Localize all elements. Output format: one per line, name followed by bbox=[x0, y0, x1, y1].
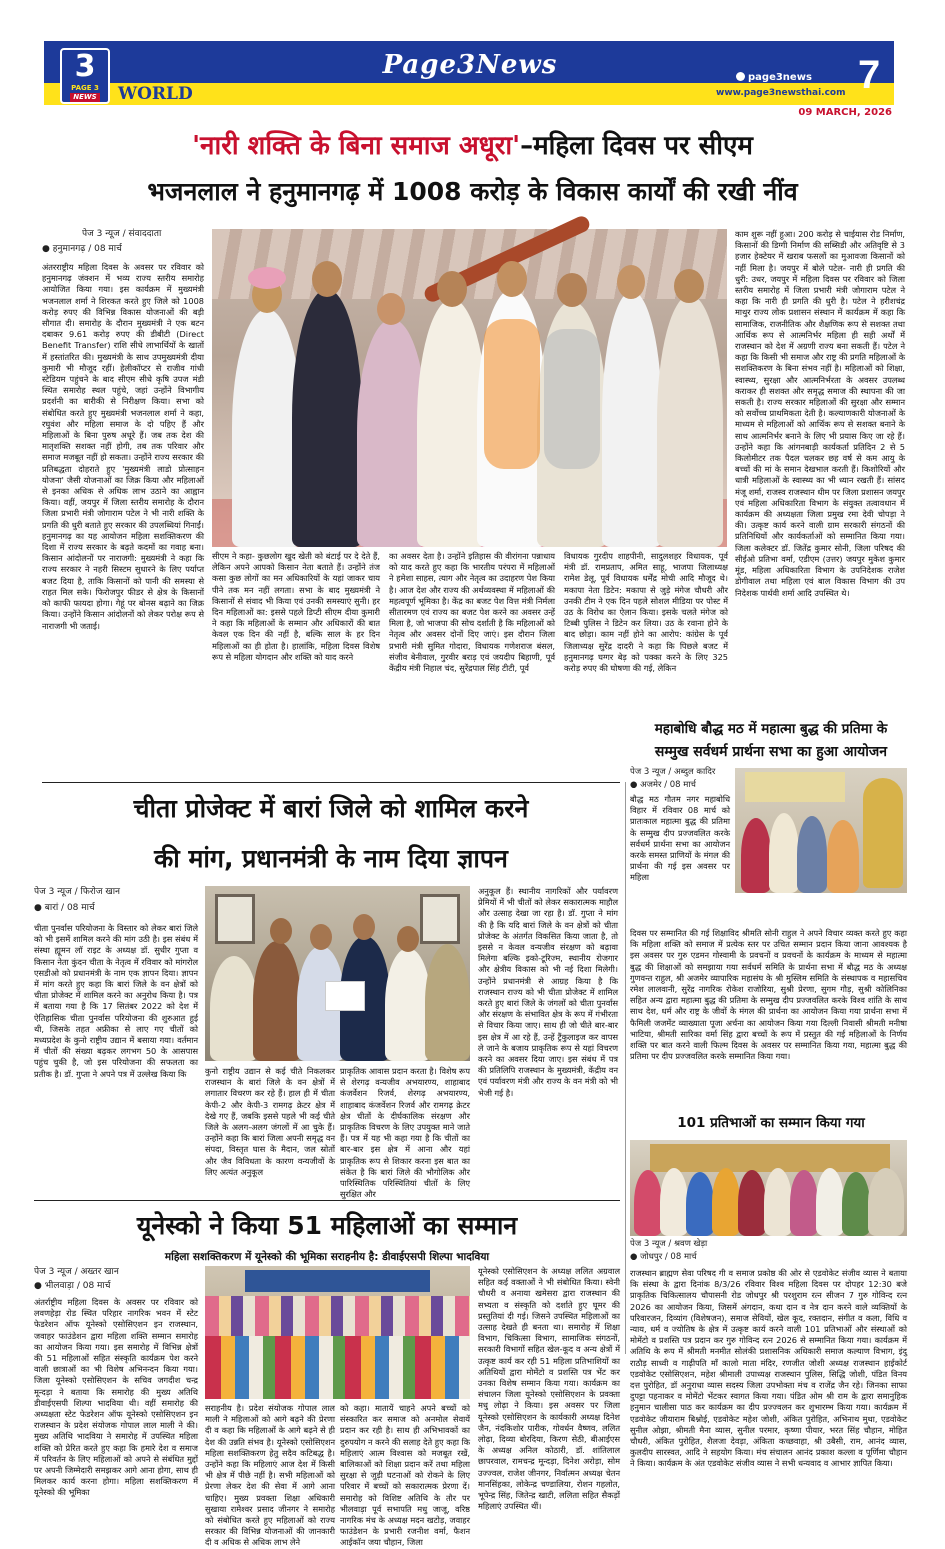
divider bbox=[42, 782, 620, 783]
story1-photo bbox=[212, 229, 727, 547]
story1-dateline-text: हनुमानगढ़ / 08 मार्च bbox=[52, 244, 122, 254]
story5-headline: 101 प्रतिभाओं का सम्मान किया गया bbox=[677, 1115, 865, 1131]
story5-dateline-text: जोधपुर / 08 मार्च bbox=[640, 1252, 697, 1262]
story3-wide: दिवस पर सम्मानित की गई शिक्षाविद श्रीमति सोनी राहुल ने अपने विचार व्यक्त करते हुए कहा कि महिला शक्ति को समाज में प्रत्येक स्तर पर उचित सम्मान प्रदान किया जाना आवश्यक है इस अवसर पर गुरु एडमन गोस्वामी के प्रवचनों व प्रवचनों के कार्यक्रम के माध्यम से महात्मा बुद्ध की शिक्षाओं को समझाया गया सर्वधर्म समिति के प्रार्थना सभा में बौद्ध मठ के अध्यक्ष गुणवन्त राहुल, श्री अजमेर व्यापारिक महासंघ के श्री मुस्लिम समिति के संस्थापक व महासचिव रमेश लालवानी, सुरेंद्र नागरिक रोकेश राजोरिया, सुश्री प्रेरणा, सुगम गौड़, सुश्री कोलिनिका सहित अन्य द्वारा महात्मा बुद्ध की प्रतिमा के सम्मुख दीप प्रज्जवलित करके विश्व शांति के साथ साथ देश, धर्म और राष्ट्र के जीवों के मंगल की प्रार्थना का आयोजन किया गया प्रार्थना सभा में फैमिली जजमेंट व्याख्याता पूजा अर्चना का आयोजन किया गया दिल्ली निवासी श्रीमती मनीषा भाटिया, श्रीमती सारिका वर्मा सिंह द्वारा बच्चों के रूप में प्रस्तुत की गई महिलाओं के निर्णय शक्ति पर बात करने वाली फिल्म दिवस के अवसर पर सम्मानित किया गया, महात्मा बुद्ध की प्रतिमा पर दीप प्रज्जवलित करके सम्मानित किया गया। bbox=[630, 928, 907, 1062]
story3-dateline-text: अजमेर / 08 मार्च bbox=[640, 780, 696, 790]
story1-col4: विधायक गुरदीप शाहपीनी, सादुलशहर विधायक, पूर्व मंत्री डॉ. रामप्रताप, अमित साहू, भाजपा जिलाध्यक्ष रामेश डेलू, पूर्व विधायक धर्मेंद्र मोची आदि मौजूद थे। मकापा नेता डिटेन: मकापा से जुड़े मंगेज चौधरी और उनकी टीम ने एक दिन पहले सोशल मीडिया पर पोस्ट में उठ के विरोध का ऐलान किया। इसके चलते मंगेज को टिब्बी पुलिस ने डिटेन कर लिया। उठ के रवाना होने के बाद छोड़ा। काम नहीं होने का आरोप: कांग्रेस के पूर्व जिलाध्यक्ष सुरेंद्र दादरी ने कहा कि पिछले बजट में हनुमानगढ़ घग्गर बेड़ को पक्का करने के लिए 325 करोड़ रुपए की घोषणा की गई, लेकिन bbox=[564, 551, 728, 674]
story4-col2: सराहनीय है। प्रदेश संयोजक गोपाल लाल माली ने महिलाओं को आगे बढ़ने की प्रेरणा दी व कहा कि महिलाओं के आगे बढ़ने से ही देश की उन्नति संभव है। यूनेस्को एसोसिएशन महिला सशक्तिकरण हेतु सदैव कटिबद्ध है। उन्होंने कहा कि महिलाएं आज देश में किसी भी क्षेत्र में पीछे नहीं है। सभी महिलाओं को प्रेरणा लेकर देश की सेवा में आगे आना चाहिए। मुख्य प्रवक्ता शिक्षा अधिकारी सुखाया रामेश्वर प्रसाद जीनगर ने समारोह को संबोधित करते हुए महिलाओं को राज्य सरकार की विभिन्न योजनाओं की जानकारी दी व अधिक से अधिक लाभ लेने bbox=[205, 1403, 335, 1548]
story5-photo bbox=[630, 1140, 907, 1236]
story4-dateline bbox=[34, 1280, 110, 1293]
logo-number: 3 bbox=[74, 49, 96, 84]
person bbox=[769, 813, 799, 893]
story2-col1: चीता पुनर्वास परियोजना के विस्तार को लेकर बारां जिले को भी इसमें शामिल करने की मांग उठी है। इस संबंध में संस्था ह्यूमन लॉ राइट के अध्यक्ष डॉ. सुधीर गुप्ता व किसान नेता कुंदन चीता के नेतृत्व में रविवार को मांगरोल एसडीओ को प्रधानमंत्री के नाम एक ज्ञापन दिया। ज्ञापन में मांग करते हुए कहा कि बारां जिले के वन क्षेत्रों को चीता प्रोजेक्ट में शामिल करने का अनुरोध किया है। पत्र में बताया गया है कि 17 सितंबर 2022 को देश में ऐतिहासिक चीता पुनर्वास परियोजना की शुरुआत हुई थी, जिसके तहत अफ्रीका से लाए गए चीतों को मध्यप्रदेश के कुनो राष्ट्रीय उद्यान में बसाया गया। वर्तमान में चीतों की संख्या बढ़कर लगभग 50 के आसपास पहुंच चुकी है, जो इस परियोजना की सफलता का प्रतीक है। डॉ. गुप्ता ने अपने पत्र में उल्लेख किया कि bbox=[34, 923, 198, 1079]
story4-col4: यूनेस्को एसोसिएशन के अध्यक्ष ललित अग्रवाल सहित कई वक्ताओं ने भी संबोधित किया। स्वेनी चौधरी व अनाया खमेसरा द्वारा राजस्थान की सभ्यता व संस्कृति को दर्शाते हुए घूमर की प्रस्तुतियां दी गई। जिसने उपस्थित महिलाओं का उत्साह देखते ही बनता था। समारोह में शिक्षा विभाग, चिकित्सा विभाग, सामाजिक संगठनों, सरकारी विभागों सहित खेल-कूद व अन्य क्षेत्रों में उत्कृष्ट कार्य कर रही 51 महिला प्रतिभाशियों का अतिथियों द्वारा मोमेंटो व प्रशस्ति पत्र भेंट कर उनका विशेष सम्मान किया गया। कार्यक्रम का संचालन जिला यूनेस्को एसोसिएशन के प्रवक्ता मधु लोढ़ा ने किया। इस अवसर पर जिला यूनेस्को एसोसिएशन के कार्यकारी अध्यक्ष दिनेश जैन, नंदकिशोर पारीक, गोवर्धन वैष्णव, ललित लोढ़ा, दिव्या बोरदिया, किरण सेठी, बीआईएस के अध्यक्ष अनिल कोठारी, डॉ. शांतिलाल छापरवाल, रामचन्द्र मून्दड़ा, दिनेश अरोड़ा, सोम उज्ज्वल, राजेश जीनगर, निर्वात्मन अध्यक्ष चेतन मानसिंहका, लोकेन्द्र चण्डालिया, रोशन गहलोत, भूपेन्द्र सिंह, जितेन्द्र खाटी, ललिता सहित सैकड़ों महिलाएं उपस्थित थीं। bbox=[478, 1266, 620, 1512]
person bbox=[660, 1168, 688, 1236]
logo-text: PAGE 3 bbox=[71, 84, 99, 92]
person bbox=[292, 289, 362, 547]
story1-col2: सीएम ने कहा- कुछलोग खुद खेती को बंटाई पर दे देते हैं, लेकिन अपने आपको किसान नेता बताते हैं। उन्होंने तंज कसा कुछ लोगों का मन अधिकारियों के यहां जाकर चाय पीने तक मन नहीं लगता। सभा के बाद मुख्यमंत्री ने किसानों से संवाद भी किया एवं उनकी समस्याएं सुनी। हर दिन महिलाओं का: इससे पहले डिप्टी सीएम दीया कुमारी ने कहा कि महिलाओं के सम्मान और अधिकारों की बात केवल एक दिन की नहीं है, बल्कि साल के हर दिन महिलाओं का ही होता है। हालांकि, महिला दिवस विशेष रूप से महिला योगदान और शक्ति को याद करने bbox=[212, 551, 380, 662]
window bbox=[420, 894, 460, 944]
person bbox=[210, 956, 258, 1061]
story3-dateline bbox=[630, 779, 696, 792]
page-number: 7 bbox=[858, 53, 881, 97]
website[interactable]: www.page3newsthai.com bbox=[716, 88, 846, 98]
person bbox=[634, 1170, 662, 1236]
dateline-bullet-icon: ● bbox=[34, 1281, 45, 1291]
memorandum-paper bbox=[325, 981, 365, 1011]
tent-roof bbox=[212, 229, 727, 299]
story4-col3: को कहा। मातायें चाहने अपने बच्चों को संस्कारित कर समाज को अनमोल सेवायें प्रदान कर रही है। साथ ही अभिभावकों का दुरुपयोग न करने की सलाह देते हुए कहा कि महिलाएं आत्म विश्वास को मजबूत रखें, बालिकाओं को शिक्षा प्रदान करें तथा महिला सुरक्षा से जुड़ी घटनाओं को रोकने के लिए परिवार में बच्चों को सकारात्मक प्रेरणा दें। समारोह को विशिष्ट अतिथि के तौर पर भीलवाड़ा पूर्व सभापति मधु जाजू, वरिष्ठ नागरिक मंच के अध्यक्ष मदन खटोड़, जवाहर फाउंडेशन के प्रभारी रजनीश वर्मा, फैशन आईकॉन जया चौहान, जिला bbox=[340, 1403, 470, 1548]
person bbox=[657, 295, 723, 547]
logo-sub: NEWS bbox=[70, 93, 100, 102]
page3-logo bbox=[60, 48, 110, 104]
story1-col5: काम शुरू नहीं हुआ। 200 करोड़ से चाईयास रोड निर्माण, किसानों की डिग्गी निर्माण की सब्सिडी और अतिवृष्टि से 3 हजार हेक्टेयर में खराब फसलों का मुआवजा किसानों को नहीं मिला है। जयपुर में बोले पटेल- नारी ही प्रगति की धुरी: उधर, जयपुर में महिला दिवस पर रविवार को जिला स्तरीय समारोह में जिला प्रभारी मंत्री जोगाराम पटेल ने कहा कि नारी ही प्रगति की धुरी है। पटेल ने हरीशचंद्र माथुर राज्य लोक प्रशासन संस्थान में कार्यक्रम में कहा कि सामाजिक, राजनीतिक और शैक्षणिक रूप से सशक्त तथा आर्थिक रूप से आत्मनिर्भर महिला ही सही अर्थों में राजस्थान को देश में अग्रणी राज्य बना सकती हैं। पटेल ने कहा कि किसी भी समाज और राष्ट्र की प्रगति महिलाओं के सशक्तिकरण के बिना संभव नहीं है। महिलाओं को शिक्षा, स्वास्थ्य, सुरक्षा और आत्मनिर्भरता के अवसर उपलब्ध कराकर ही सशक्त और समृद्ध समाज की स्थापना की जा सकती है। राज्य सरकार महिलाओं की सुरक्षा और सम्मान को सर्वोच्च प्राथमिकता देती है। कल्याणकारी योजनाओं के माध्यम से महिलाओं को आर्थिक रूप से सशक्त बनाने के साथ आत्मनिर्भर बनाने के लिए भी प्रयास किए जा रहे हैं। उन्होंने कहा कि आंगनबाड़ी कार्यकर्ता प्रतिदिन 2 से 5 किलोमीटर तक पैदल चलकर छह वर्ष से कम आयु के बच्चों की मां के समान देखभाल करती हैं। किशोरियों और धात्री महिलाओं के स्वास्थ्य का भी ध्यान रखती हैं। सांसद मंजू शर्मा, राजस्व राजस्थान धीम पर जिला प्रशासन जयपुर एवं महिला अधिकारिता विभाग के संयुक्त तत्वावधान में कार्यक्रम की अध्यक्षता जिला प्रमुख रमा देवी चोपड़ा ने की। उत्कृष्ट कार्य करने वाली ग्राम सरकारी संगठनों की प्रतिनिधियों और कार्यकर्ताओं को सम्मानित किया गया। जिला कलेक्टर डॉ. जितेंद्र कुमार सोनी, जिला परिषद की सीईओ प्रतिभा वर्मा, एडीएम (उत्तर) जयपुर मुकेश कुमार मूंड, महिला अधिकारिता विभाग के उपनिदेशक राजेश डोगीवाल तथा महिला एवं बाल विकास विभाग की उप निदेशक पार्थवी शर्मा आदि उपस्थित थे। bbox=[735, 229, 905, 598]
story3-photo bbox=[735, 768, 907, 893]
window bbox=[215, 894, 255, 944]
person bbox=[827, 820, 859, 893]
story5-body: राजस्थान ब्राह्मण सेवा परिषद गी व समाज प्रकोष्ठ की ओर से एडवोकेट संजीव व्यास ने बताया कि संस्था के द्वारा दिनांक 8/3/26 रविवार विश्व महिला दिवस पर दोपहर 12:30 बजे प्राकृतिक चिकित्सालय चौपासनी रोड जोधपुर श्री परशुराम रत्न सीजन 7 गुरु गोविन्द रत्न 2026 का आयोजन किया, जिसमें अंगदान, कथा दान व नेत्र दान करने वाले व्यक्तियों के परिवारजन, दिव्यांग (विशेषजन), समाज सेवियों, खेल कूद, रक्तदान, संगीत व कला, विधि व न्याय, धर्म व ज्योतिष के क्षेत्र में उत्कृष्ट कार्य करने वाली 101 प्रतिभाओं और संस्थाओं को मोमेंटो व प्रशस्ति पत्र प्रदान कर गुरु गोविन्द रत्न 2026 से सम्मानित किया गया। कार्यक्रम में अतिथि के रूप में श्रीमती मनमीत सोलंकी प्रशासनिक अधिकारी समाज कल्याण विभाग, इंदु राठौड़ साध्वी व गाढ़ीपति माँ कालो माता मंदिर, रणजीत जोशी अध्यक्ष राजस्थान हाईकोर्ट एडवोकेट एसोसिएशन, महेश श्रीमाली उपाध्यक्ष राजस्थान पुलिस, सिद्धि जोशी, पंडित विनय दत्त पुरोहित, डॉ अनुराधा व्यास सदस्य जिला उपभोक्ता मंच व राजेंद्र जैन रहे। जिनका साफा दुपट्टा पहनाकर व मोमेंटो भेंटकर स्वागत किया गया। पंडित ओम श्री राम के द्वारा समानुहिक हनुमान चालीसा पाठ कर कार्यक्रम का दीप प्रज्ज्वलन कर शुभारम्भ किया गया। कार्यक्रम में एडवोकेट जीयाराम बिश्नोई, एडवोकेट महेश जोशी, अंकित पुरोहित, अभिनाथ मुथा, एडवोकेट सुनील ओझा, श्रीमती मैना व्यास, सुनील परमार, कृष्णा पीयार, भरत सिंह चौहान, मोहित चौधरी, अंकित पुरोहित, शैलजा देवड़ा, अंकिता कच्छवाहा, श्री उबैसी, राम, आनंद व्यास, कुलदीप सारस्वत, आदि ने सहयोग किया। मंच संचालन आनंद प्रकाश कल्ला व पूर्णिमा चौहान ने किया। कार्यक्रम के अंत एडवोकेट संजीव व्यास ने सभी धन्यवाद व आभार ज्ञापित किया। bbox=[630, 1268, 907, 1469]
person bbox=[602, 291, 662, 547]
issue-date: 09 MARCH, 2026 bbox=[798, 107, 892, 118]
person-head bbox=[617, 265, 645, 299]
dateline-bullet-icon: ● bbox=[630, 780, 641, 790]
story1-dateline bbox=[42, 243, 122, 256]
person bbox=[686, 1172, 714, 1236]
story2-headline-line2: की मांग, प्रधानमंत्री के नाम दिया ज्ञापन bbox=[154, 844, 508, 873]
section-label: WORLD bbox=[118, 84, 193, 104]
story3-byline: पेज 3 न्यूज / अब्दुल कादिर bbox=[630, 767, 716, 777]
story3-col1: बौद्ध मठ गौतम नगर महाबोधि विहार में रविवार 08 मार्च को प्रातःकाल महात्मा बुद्ध की प्रतिमा के सम्मुख दीप प्रज्जवलित करके सर्वधर्म प्रार्थना सभा का आयोजन करके समस्त प्राणियों के मंगल की प्रार्थना की गई इस अवसर पर महिला bbox=[630, 794, 730, 883]
buddha-statue bbox=[863, 778, 903, 888]
crowd-row-front bbox=[205, 1336, 470, 1399]
story2-dateline-text: बारां / 08 मार्च bbox=[44, 903, 95, 913]
person bbox=[764, 1168, 792, 1236]
dateline-bullet-icon: ● bbox=[42, 244, 53, 254]
brand-name: Page3News bbox=[382, 50, 558, 80]
person bbox=[741, 818, 771, 893]
backdrop-banner bbox=[650, 1144, 890, 1172]
story2-dateline bbox=[34, 902, 95, 915]
story2-col3: प्राकृतिक आवास प्रदान करता है। विशेष रूप से शेरगढ़ वन्यजीव अभयारण्य, शाहाबाद कंजर्वेशन रिजर्व, शेरगढ़ अभयारण्य, शाहाबाद कंजर्वेशन रिजर्व और रामगढ़ क्रेटर क्षेत्र चीतों के दीर्घकालिक संरक्षण और प्राकृतिक विचरण के लिए उपयुक्त माने जाते हैं। पत्र में यह भी कहा गया है कि चीतों का बार-बार इस क्षेत्र में आना और यहां प्राकृतिक रूप से शिकार करना इस बात का संकेत है कि बारां जिले की भौगोलिक और पारिस्थितिक परिस्थितियां चीतों के लिए सुरक्षित और bbox=[340, 1066, 470, 1200]
story2-photo bbox=[205, 886, 470, 1061]
person-head bbox=[557, 273, 587, 307]
saffron-scarf bbox=[484, 319, 540, 469]
dateline-bullet-icon: ● bbox=[34, 903, 45, 913]
person-head bbox=[312, 261, 342, 297]
social-icon bbox=[736, 72, 745, 81]
person bbox=[868, 1168, 904, 1236]
story4-photo bbox=[205, 1266, 470, 1399]
story2-byline: पेज 3 न्यूज / फिरोज खान bbox=[34, 887, 121, 897]
story5-byline: पेज 3 न्यूज / श्रवण खेड़ा bbox=[630, 1239, 708, 1249]
story1-col1: अंतरराष्ट्रीय महिला दिवस के अवसर पर रविवार को हनुमानगढ़ जंक्शन में भव्य राज्य स्तरीय समारोह आयोजित किया गया। इस कार्यक्रम में मुख्यमंत्री भजनलाल शर्मा ने शिरकत करते हुए जिले को 1008 करोड़ रुपए की विभिन्न विकास योजनाओं की बड़ी सौगात दी। समारोह के दौरान मुख्यमंत्री ने एक बटन दबाकर 9.61 करोड़ रुपए की डीबीटी (Direct Benefit Transfer) राशि सीधे लाभार्थियों के खातों में हस्तांतरित की। मुख्यमंत्री के साथ उपमुख्यमंत्री दीया कुमारी भी मौजूद रहीं। हेलीकॉप्टर से राजीव गांधी स्टेडियम पहुंचने के बाद सीएम सीधे कृषि उपज मंडी स्थित समारोह स्थल पहुंचे, जहां उन्होंने विभागीय प्रदर्शनी का बारीकी से निरीक्षण किया। सभा को संबोधित करते हुए मुख्यमंत्री भजनलाल शर्मा ने कहा, रघुवंश और महिला समाज के दो पहिए हैं और महिलाओं के बिना पुरुष अधूरे हैं। जब तक देश की मातृशक्ति सशक्त नहीं होगी, तब तक परिवार और समाज मजबूत नहीं हो सकता। उन्होंने राज्य सरकार की प्रतिबद्धता दोहराते हुए 'मुख्यमंत्री लाडो प्रोत्साहन योजना' जैसी योजनाओं का जिक्र किया और महिलाओं से इनका अधिक से अधिक लाभ उठाने का आह्वान किया। वहीं, जयपुर में जिला स्तरीय समारोह के दौरान जिला प्रभारी मंत्री जोगाराम पटेल ने भी नारी शक्ति के प्रगति की धुरी बताते हुए सरकार की उपलब्धियां गिनाईं। हनुमानगढ़ का यह आयोजन महिला सशक्तिकरण की दिशा में राज्य सरकार के बढ़ते कदमों का गवाह बना। किसान आंदोलनों पर नाराजगी: मुख्यमंत्री ने कहा कि राज्य सरकार ने नहरी सिस्टम सुधारने के लिए पर्याप्त बजट दिया है, ताकि किसानों को पानी की समस्या से राहत मिल सके। फिरोजपुर फीडर से क्षेत्र के किसानों को काफी फायदा होगा। गेहूं पर बोनस बढ़ाने का जिक्र किया। उन्होंने किसान आंदोलनों को लेकर परोक्ष रूप से नाराजगी भी जताई। bbox=[42, 262, 204, 631]
shawl bbox=[544, 329, 600, 469]
crowd-row-back bbox=[205, 1296, 470, 1336]
person bbox=[738, 1170, 766, 1236]
divider bbox=[625, 782, 626, 1354]
story3-headline-line1: महाबोधि बौद्ध मठ में महात्मा बुद्ध की प्रतिमा के bbox=[654, 721, 888, 737]
story4-headline: यूनेस्को ने किया 51 महिलाओं का सम्मान bbox=[136, 1211, 518, 1240]
story1-headline-black: –महिला दिवस पर सीएम bbox=[520, 131, 753, 161]
story2-headline-line1: चीता प्रोजेक्ट में बारां जिले को शामिल करने bbox=[133, 794, 529, 823]
person bbox=[253, 941, 301, 1061]
story1-headline-red: 'नारी शक्ति के बिना समाज अधूरा' bbox=[192, 131, 521, 161]
story4-byline: पेज 3 न्यूज / अख्तर खान bbox=[34, 1267, 119, 1277]
story2-col4: अनुकूल हैं। स्थानीय नागरिकों और पर्यावरण प्रेमियों में भी चीतों को लेकर सकारात्मक माहौल और उत्साह देखा जा रहा है। डॉ. गुप्ता ने मांग की है कि यदि बारां जिले के वन क्षेत्रों को चीता प्रोजेक्ट के अंतर्गत विकसित किया जाता है, तो इससे न केवल वन्यजीव संरक्षण को बढ़ावा मिलेगा बल्कि इको-टूरिज्म, स्थानीय रोजगार और क्षेत्रीय विकास को भी नई दिशा मिलेगी। उन्होंने प्रधानमंत्री से आग्रह किया है कि राजस्थान राज्य को भी चीता प्रोजेक्ट में शामिल करते हुए बारां जिले के जंगलों को चीता पुनर्वास और संरक्षण के संभावित क्षेत्र के रूप में गंभीरता से विचार किया जाए। साथ ही जो चीते बार-बार इस क्षेत्र में आ रहे हैं, उन्हें ट्रैंकुलाइज कर वापस ले जाने के बजाय प्राकृतिक रूप से यहां विचरण करने का अवसर दिया जाए। इस संबंध में पत्र की प्रतिलिपि राजस्थान के मुख्यमंत्री, केंद्रीय वन एवं पर्यावरण मंत्री और राज्य के वन मंत्री को भी भेजी गई है। bbox=[478, 886, 618, 1098]
story1-headline-line1 bbox=[0, 126, 945, 166]
banner bbox=[745, 772, 845, 802]
person-head bbox=[437, 271, 467, 307]
person-head bbox=[353, 914, 375, 940]
person-head bbox=[674, 269, 704, 303]
story3-headline-line2: सम्मुख सर्वधर्म प्रार्थना सभा का हुआ आयोजन bbox=[654, 744, 888, 760]
person bbox=[712, 1168, 740, 1236]
story4-subhead: महिला सशक्तिकरण में यूनेस्को की भूमिका सराहनीय है: डीवाईएसपी शिल्पा भादविया bbox=[164, 1251, 490, 1263]
story1-byline: पेज 3 न्यूज / संवाददाता bbox=[82, 229, 162, 239]
person-head bbox=[270, 918, 292, 944]
person bbox=[425, 944, 470, 1061]
person-head bbox=[310, 924, 332, 950]
person-head bbox=[497, 261, 527, 297]
story2-col2: कुनो राष्ट्रीय उद्यान से कई चीते निकलकर राजस्थान के बारां जिले के वन क्षेत्रों में लगातार विचरण कर रहे हैं। हाल ही में चीता केपी-2 और केपी-3 रामगढ़ क्रेटर क्षेत्र में देखे गए हैं, जबकि इससे पहले भी कई चीते जिले के अलग-अलग जंगलों में आ चुके हैं। उन्होंने कहा कि बारां जिला अपनी समृद्ध वन संपदा, विस्तृत घास के मैदान, जल स्रोतों और जैव विविधता के कारण वन्यजीवों के लिए अत्यंत अनुकूल bbox=[205, 1066, 335, 1177]
story5-dateline bbox=[630, 1251, 697, 1264]
divider bbox=[34, 1200, 620, 1201]
story1-headline-line2: भजनलाल ने हनुमानगढ़ में 1008 करोड़ के विकास कार्यों की रखी नींव bbox=[147, 177, 798, 206]
dateline-bullet-icon: ● bbox=[630, 1252, 641, 1262]
person-head bbox=[377, 293, 405, 325]
person bbox=[842, 1172, 870, 1236]
stage-banner bbox=[245, 1270, 430, 1292]
person bbox=[790, 1170, 818, 1236]
story4-dateline-text: भीलवाड़ा / 08 मार्च bbox=[44, 1281, 111, 1291]
social-text: page3news bbox=[748, 72, 812, 83]
turban bbox=[248, 267, 286, 289]
person-head bbox=[397, 926, 419, 952]
person bbox=[816, 1168, 844, 1236]
story4-col1: अंतर्राष्ट्रीय महिला दिवस के अवसर पर रविवार को लवणहेड़ा रोड स्थित परिहार नागरिक भवन में स्टेट फेडरेशन ऑफ यूनेस्को एसोसिएशन इन राजस्थान, जवाहर फाउंडेशन द्वारा महिला शक्ति सम्मान समारोह का आयोजन किया गया। इस समारोह में विभिन्न क्षेत्रों की 51 महिलाओं सहित संस्कृति कार्यक्रम पेश करने वाली छात्राओं का भी विशेष अभिनन्दन किया गया। जिला यूनेस्को एसोसिएशन के सचिव जगदीश चन्द्र मून्दड़ा ने बताया कि समारोह की मुख्य अतिथि डीवाईएसपी शिल्पा भादविया थी। वहीं समारोह की अध्यक्षता स्टेट फेडरेशन ऑफ यूनेस्को एसोसिएशन इन राजस्थान के प्रदेश संयोजक गोपाल लाल माली ने की। मुख्य अतिथि भादविया ने समारोह में उपस्थित महिला शक्ति को प्रेरित करते हुए कहा कि हमारे देश व समाज में परिवर्तन के लिए महिलाओं को अपने से संबंधित मुद्दों पर अपनी जिम्मेदारी समझकर आगे आना होगा, साथ ही मिलकर कार्य करना होगा। महिला सशक्तिकरण में यूनेस्को की भूमिका bbox=[34, 1297, 198, 1498]
story1-col3: का अवसर देता है। उन्होंने इतिहास की वीरांगना पन्नाधाय को याद करते हुए कहा कि भारतीय परंपरा में महिलाओं ने हमेशा साहस, त्याग और नेतृत्व का उदाहरण पेश किया है। आज देश और राज्य की अर्थव्यवस्था में महिलाओं की महत्वपूर्ण भूमिका है। केंद्र का बजट पेश वित्त मंत्री निर्मला सीतारमण एवं राज्य का बजट पेश करने का अवसर उन्हें मिला है, जो भाजपा की सोच दर्शाती है कि महिलाओं को नेतृत्व और अवसर दोनों दिए जाएं। इस दौरान जिला प्रभारी मंत्री सुमित गोदारा, विधायक गणेशराज बंसल, संजीव बेनीवाल, गुरवीर बराड़ एवं जयदीप बिहाणी, पूर्व केंद्रीय मंत्री निहाल चंद, सुरेंद्रपाल सिंह टीटी, पूर्व bbox=[389, 551, 555, 674]
masthead bbox=[0, 0, 945, 122]
social-handle bbox=[736, 72, 812, 84]
person bbox=[797, 816, 827, 893]
